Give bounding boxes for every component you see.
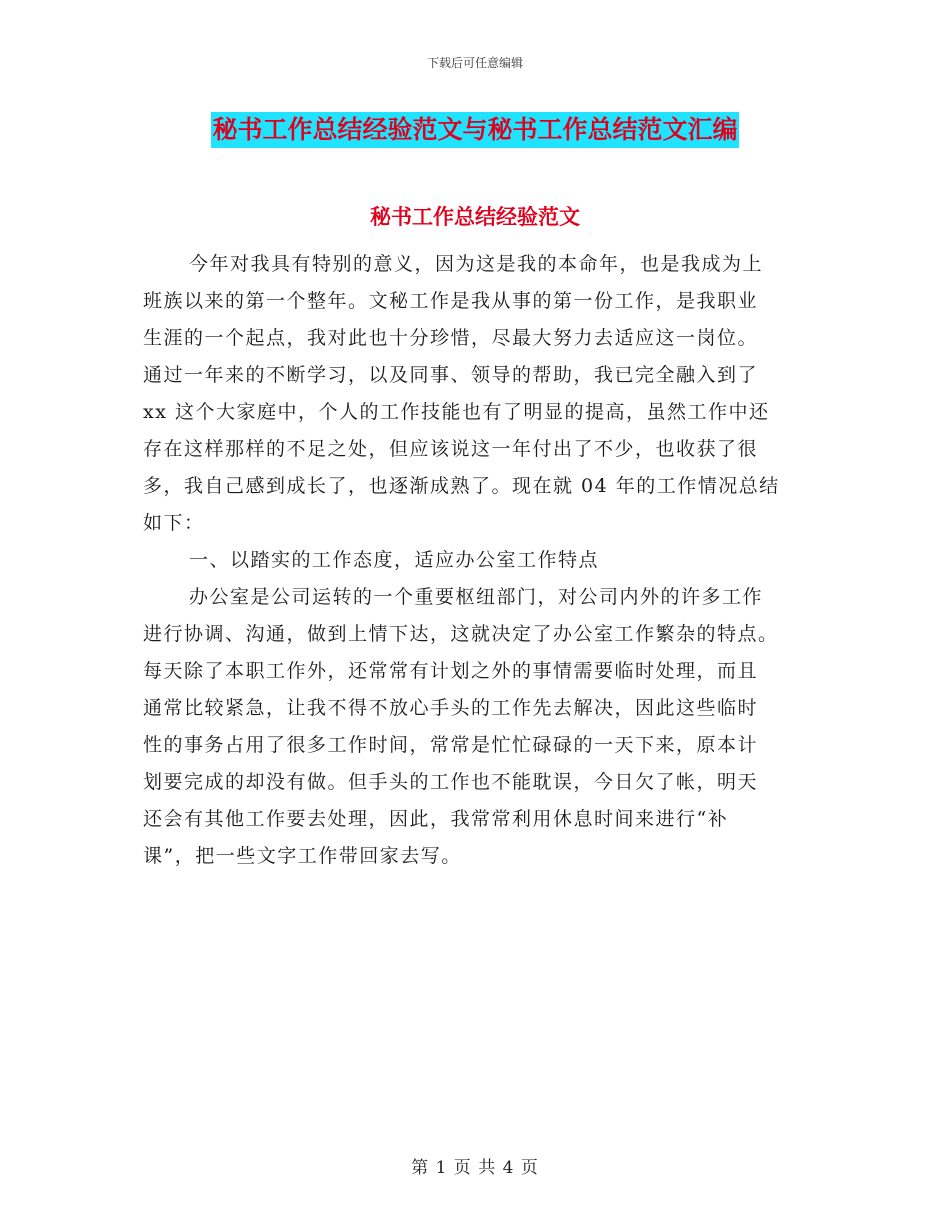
paragraph-line: xx 这个大家庭中，个人的工作技能也有了明显的提高，虽然工作中还 — [143, 401, 770, 423]
paragraph-line: 每天除了本职工作外，还常常有计划之外的事情需要临时处理，而且 — [143, 660, 759, 682]
document-title-wrap — [0, 112, 950, 148]
paragraph-line: 存在这样那样的不足之处，但应该说这一年付出了不少，也收获了很 — [143, 438, 759, 460]
paragraph-line: 划要完成的却没有做。但手头的工作也不能耽误，今日欠了帐，明天 — [143, 771, 759, 793]
paragraph-line: 班族以来的第一个整年。文秘工作是我从事的第一份工作，是我职业 — [143, 290, 759, 312]
paragraph-line: 性的事务占用了很多工作时间，常常是忙忙碌碌的一天下来，原本计 — [143, 734, 759, 756]
paragraph-line: 通常比较紧急，让我不得不放心手头的工作先去解决，因此这些临时 — [143, 697, 759, 719]
paragraph-line: 今年对我具有特别的意义，因为这是我的本命年，也是我成为上 — [189, 253, 764, 275]
page-footer: 第 1 页 共 4 页 — [411, 1158, 539, 1178]
paragraph-line: 课”，把一些文字工作带回家去写。 — [143, 845, 462, 867]
document-title: 秘书工作总结经验范文与秘书工作总结范文汇编 — [211, 112, 738, 148]
paragraph-line: 如下： — [143, 512, 205, 534]
paragraph-line: 办公室是公司运转的一个重要枢纽部门，对公司内外的许多工作 — [189, 586, 764, 608]
paragraph-line: 通过一年来的不断学习，以及同事、领导的帮助，我已完全融入到了 — [143, 364, 759, 386]
body-text — [143, 246, 811, 875]
paragraph-line: 还会有其他工作要去处理，因此，我常常利用休息时间来进行“补 — [143, 808, 729, 830]
paragraph-line: 生涯的一个起点，我对此也十分珍惜，尽最大努力去适应这一岗位。 — [143, 327, 759, 349]
subheading-line: 一、以踏实的工作态度，适应办公室工作特点 — [189, 549, 600, 571]
paragraph-line: 进行协调、沟通，做到上情下达，这就决定了办公室工作繁杂的特点。 — [143, 623, 779, 645]
section-title: 秘书工作总结经验范文 — [370, 204, 580, 229]
header-note: 下载后可任意编辑 — [426, 56, 523, 70]
paragraph-line: 多，我自己感到成长了，也逐渐成熟了。现在就 04 年的工作情况总结 — [143, 475, 780, 497]
